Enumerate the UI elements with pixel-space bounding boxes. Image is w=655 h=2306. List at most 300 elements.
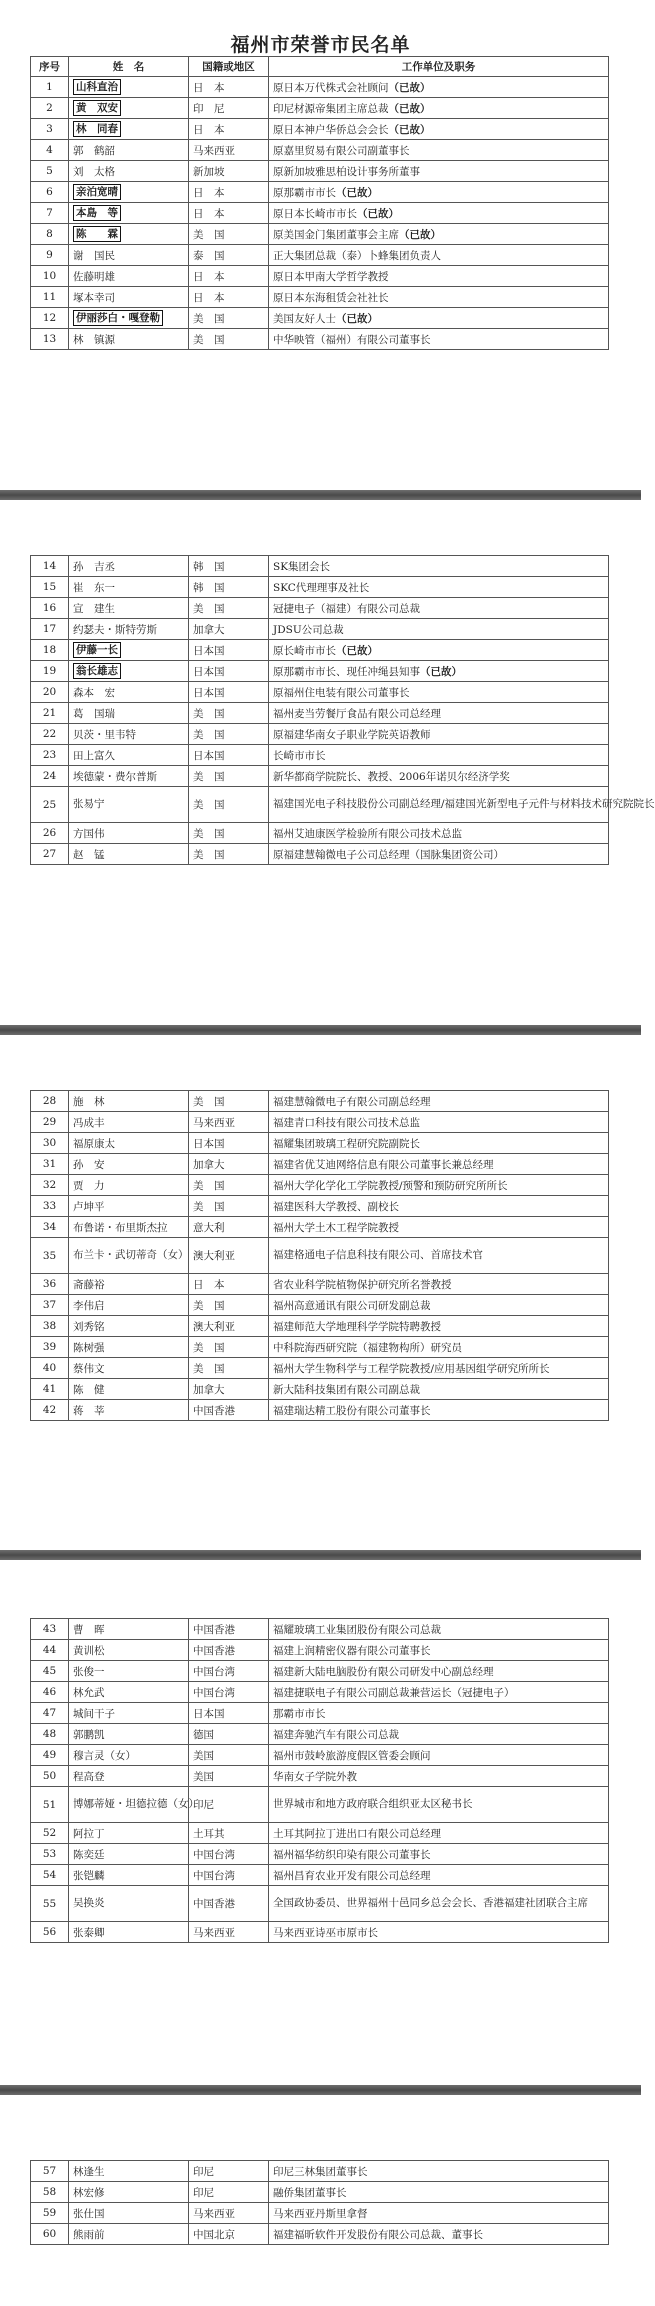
row-number: 57 [31,2161,69,2182]
name-cell [69,77,189,98]
position-cell [269,1703,609,1724]
person-name: 郭 鹤韶 [73,144,115,157]
nationality-cell: 马来西亚 [189,2203,269,2224]
position-cell [269,1091,609,1112]
person-name: 田上富久 [73,749,115,762]
row-number: 9 [31,245,69,266]
row-number: 50 [31,1766,69,1787]
nationality-cell: 日本国 [189,682,269,703]
person-name: 方国伟 [73,827,105,840]
roster-table-2 [30,555,655,865]
position-cell [269,682,609,703]
position-text: SK集团会长 [273,560,331,573]
page-2 [0,500,655,1025]
row-number: 31 [31,1154,69,1175]
position-cell [269,1238,609,1274]
person-name: 程高登 [73,1770,105,1783]
name-cell [69,308,189,329]
row-number: 25 [31,787,69,823]
table-row [31,1787,609,1823]
position-cell [269,1640,609,1661]
person-name: 伊藤一长 [73,642,121,658]
page-4 [0,1560,641,2085]
row-number: 5 [31,161,69,182]
row-number: 38 [31,1316,69,1337]
table-row [31,703,609,724]
position-cell [269,1295,609,1316]
position-cell [269,577,609,598]
table-row [31,1766,609,1787]
position-text: 原日本神户华侨总会会长 [273,123,389,136]
nationality-cell: 印尼 [189,2161,269,2182]
nationality-cell: 美 国 [189,598,269,619]
page-separator [0,2085,641,2095]
name-cell [69,682,189,703]
name-cell [69,556,189,577]
row-number: 4 [31,140,69,161]
position-cell [269,182,609,203]
page-separator [0,490,641,500]
name-cell [69,1640,189,1661]
table-row [31,308,609,329]
name-cell [69,844,189,865]
person-name: 黄 双安 [73,100,121,116]
table-row [31,1703,609,1724]
nationality-cell: 中国香港 [189,1640,269,1661]
position-cell [269,1661,609,1682]
nationality-cell: 日 本 [189,182,269,203]
name-cell [69,2161,189,2182]
nationality-cell: 日本国 [189,745,269,766]
position-cell [269,287,609,308]
table-row [31,1640,609,1661]
person-name: 冯成丰 [73,1116,105,1129]
position-text: 原新加坡雅思柏设计事务所董事 [273,165,420,178]
position-cell [269,1766,609,1787]
position-text: 那霸市市长 [273,1707,326,1720]
nationality-cell: 新加坡 [189,161,269,182]
table-row [31,182,609,203]
nationality-cell: 中国台湾 [189,1661,269,1682]
table-row [31,1886,609,1922]
position-text: 福建医科大学教授、副校长 [273,1200,399,1213]
name-cell [69,2203,189,2224]
row-number: 28 [31,1091,69,1112]
nationality-cell: 美 国 [189,1358,269,1379]
row-number: 55 [31,1886,69,1922]
table-row [31,1337,609,1358]
name-cell [69,661,189,682]
table-row [31,266,609,287]
page-3 [0,1035,641,1550]
person-name: 蔡伟文 [73,1362,105,1375]
name-cell [69,703,189,724]
nationality-cell: 印 尼 [189,98,269,119]
person-name: 亲泊宽晴 [73,184,121,200]
nationality-cell: 加拿大 [189,619,269,640]
position-text: 福建青口科技有限公司技术总监 [273,1116,420,1129]
position-text: 原那霸市市长 [273,186,336,199]
nationality-cell: 美 国 [189,844,269,865]
header-no: 序号 [31,57,69,77]
position-text: 长崎市市长 [273,749,326,762]
position-text: 福建瑞达精工股份有限公司董事长 [273,1404,431,1417]
table-row [31,1400,609,1421]
name-cell [69,766,189,787]
row-number: 26 [31,823,69,844]
name-cell [69,823,189,844]
name-cell [69,266,189,287]
page-separator [0,1025,641,1035]
name-cell [69,619,189,640]
position-text: 原福州住电装有限公司董事长 [273,686,410,699]
person-name: 伊丽莎白・嘎登勒 [73,310,163,326]
row-number: 19 [31,661,69,682]
position-text: 福建师范大学地理科学学院特聘教授 [273,1320,441,1333]
table-row [31,1316,609,1337]
position-text: 马来西亚丹斯里拿督 [273,2207,368,2220]
table-row [31,1745,609,1766]
row-number: 39 [31,1337,69,1358]
position-text: 原日本万代株式会社顾问 [273,81,389,94]
position-text: 福州大学生物科学与工程学院教授/应用基因组学研究所所长 [273,1362,550,1375]
deceased-note: （已故） [388,81,431,94]
position-cell [269,1787,609,1823]
row-number: 2 [31,98,69,119]
nationality-cell: 加拿大 [189,1154,269,1175]
person-name: 贝茨・里韦特 [73,728,136,741]
person-name: 福原康太 [73,1137,115,1150]
position-text: 原嘉里贸易有限公司副董事长 [273,144,410,157]
nationality-cell: 日 本 [189,77,269,98]
position-cell [269,1316,609,1337]
table-row [31,2182,609,2203]
position-text: 世界城市和地方政府联合组织亚太区秘书长 [273,1798,473,1810]
table-row [31,203,609,224]
table-row [31,1196,609,1217]
nationality-cell: 印尼 [189,1787,269,1823]
nationality-cell: 澳大利亚 [189,1316,269,1337]
table-row [31,1379,609,1400]
table-row [31,1154,609,1175]
table-row [31,1922,609,1943]
person-name: 布鲁诺・布里斯杰拉 [73,1221,168,1234]
person-name: 陈 霖 [73,226,121,242]
name-cell [69,1844,189,1865]
row-number: 14 [31,556,69,577]
person-name: 熊雨前 [73,2228,105,2241]
table-row [31,745,609,766]
position-text: 福州市鼓岭旅游度假区管委会顾问 [273,1749,431,1762]
position-text: 福州大学土木工程学院教授 [273,1221,399,1234]
person-name: 翁长雄志 [73,663,121,679]
nationality-cell: 美 国 [189,703,269,724]
table-row [31,619,609,640]
row-number: 51 [31,1787,69,1823]
position-text: 福州麦当劳餐厅食品有限公司总经理 [273,707,441,720]
person-name: 山科直治 [73,79,121,95]
person-name: 张铠麟 [73,1869,105,1882]
table-row [31,640,609,661]
nationality-cell: 日 本 [189,119,269,140]
nationality-cell: 澳大利亚 [189,1238,269,1274]
row-number: 22 [31,724,69,745]
position-text: 原日本东海租赁会社社长 [273,291,389,304]
position-text: 原美国金门集团董事会主席 [273,228,399,241]
person-name: 林 同春 [73,121,121,137]
name-cell [69,1823,189,1844]
person-name: 崔 东一 [73,581,115,594]
name-cell [69,1724,189,1745]
table-row [31,556,609,577]
row-number: 30 [31,1133,69,1154]
table-row [31,1724,609,1745]
person-name: 森本 宏 [73,686,115,699]
person-name: 赵 锰 [73,848,105,861]
row-number: 35 [31,1238,69,1274]
nationality-cell: 日 本 [189,266,269,287]
table-row [31,661,609,682]
nationality-cell: 美 国 [189,787,269,823]
name-cell [69,119,189,140]
position-cell [269,224,609,245]
nationality-cell: 印尼 [189,2182,269,2203]
nationality-cell: 美 国 [189,823,269,844]
position-text: 印尼三林集团董事长 [273,2165,368,2178]
row-number: 47 [31,1703,69,1724]
position-text: 冠捷电子（福建）有限公司总裁 [273,602,420,615]
person-name: 谢 国民 [73,249,115,262]
table-header-row [31,57,609,77]
nationality-cell: 日本国 [189,640,269,661]
position-cell [269,77,609,98]
person-name: 张仕国 [73,2207,105,2220]
table-row [31,787,609,823]
table-row [31,161,609,182]
nationality-cell: 美 国 [189,766,269,787]
table-row [31,1295,609,1316]
position-text: 融侨集团董事长 [273,2186,347,2199]
name-cell [69,1922,189,1943]
name-cell [69,329,189,350]
name-cell [69,640,189,661]
table-row [31,1619,609,1640]
name-cell [69,245,189,266]
row-number: 52 [31,1823,69,1844]
table-row [31,2161,609,2182]
table-row [31,119,609,140]
nationality-cell: 中国台湾 [189,1682,269,1703]
position-text: 福建捷联电子有限公司副总裁兼营运长（冠捷电子） [273,1686,515,1699]
position-text: 福建省优艾迪网络信息有限公司董事长兼总经理 [273,1158,494,1171]
position-cell [269,1886,609,1922]
page-separator [0,1550,641,1560]
person-name: 宣 建生 [73,602,115,615]
table-row [31,1238,609,1274]
position-cell [269,1922,609,1943]
table-row [31,1865,609,1886]
person-name: 林宏修 [73,2186,105,2199]
position-cell [269,556,609,577]
person-name: 塚本幸司 [73,291,115,304]
row-number: 21 [31,703,69,724]
deceased-note: （已故） [357,207,399,220]
position-text: 土耳其阿拉丁进出口有限公司总经理 [273,1827,441,1840]
name-cell [69,287,189,308]
name-cell [69,1295,189,1316]
nationality-cell: 日本国 [189,1703,269,1724]
nationality-cell: 日本国 [189,1133,269,1154]
name-cell [69,1316,189,1337]
person-name: 刘 太格 [73,165,115,178]
row-number: 53 [31,1844,69,1865]
position-text: 福州艾迪康医学检验所有限公司技术总监 [273,827,462,840]
row-number: 27 [31,844,69,865]
position-text: 福建福昕软件开发股份有限公司总裁、董事长 [273,2228,483,2241]
name-cell [69,203,189,224]
table-row [31,2224,609,2245]
person-name: 李伟启 [73,1299,105,1312]
position-cell [269,1217,609,1238]
row-number: 12 [31,308,69,329]
position-text: 新大陆科技集团有限公司副总裁 [273,1383,420,1396]
row-number: 32 [31,1175,69,1196]
position-cell [269,1196,609,1217]
position-cell [269,766,609,787]
person-name: 布兰卡・武切蒂奇（女） [73,1249,189,1261]
position-text: 福州大学化学化工学院教授/预警和预防研究所所长 [273,1179,508,1192]
name-cell [69,1238,189,1274]
row-number: 18 [31,640,69,661]
position-cell [269,1175,609,1196]
name-cell [69,1154,189,1175]
row-number: 29 [31,1112,69,1133]
position-cell [269,1154,609,1175]
deceased-note: （已故） [336,312,378,325]
position-text: 华南女子学院外教 [273,1770,357,1783]
position-cell [269,161,609,182]
roster-table-1 [30,56,609,350]
name-cell [69,1787,199,1823]
row-number: 60 [31,2224,69,2245]
position-cell [269,1358,609,1379]
position-text: 新华都商学院院长、教授、2006年诺贝尔经济学奖 [273,770,510,783]
name-cell [69,787,189,823]
person-name: 贾 力 [73,1179,105,1192]
nationality-cell: 中国香港 [189,1400,269,1421]
nationality-cell: 日 本 [189,1274,269,1295]
name-cell [69,1865,189,1886]
nationality-cell: 美 国 [189,1196,269,1217]
position-text: SKC代理理事及社长 [273,581,370,594]
table-row [31,1661,609,1682]
person-name: 蒋 莘 [73,1404,105,1417]
name-cell [69,598,189,619]
table-row [31,1358,609,1379]
position-cell [269,245,609,266]
nationality-cell: 加拿大 [189,1379,269,1400]
nationality-cell: 美 国 [189,224,269,245]
table-row [31,823,609,844]
position-cell [269,1844,609,1865]
person-name: 斋藤裕 [73,1278,105,1291]
nationality-cell: 中国香港 [189,1886,269,1922]
position-cell [269,787,655,823]
name-cell [69,1379,189,1400]
table-row [31,766,609,787]
nationality-cell: 日 本 [189,287,269,308]
person-name: 陈树强 [73,1341,105,1354]
nationality-cell: 马来西亚 [189,1922,269,1943]
row-number: 48 [31,1724,69,1745]
position-cell [269,1724,609,1745]
position-text: 福州昌育农业开发有限公司总经理 [273,1869,431,1882]
row-number: 42 [31,1400,69,1421]
position-text: 印尼材源帝集团主席总裁 [273,102,389,115]
row-number: 11 [31,287,69,308]
page-5 [0,2095,641,2306]
person-name: 佐藤明雄 [73,270,115,283]
table-row [31,577,609,598]
position-cell [269,844,609,865]
nationality-cell: 韩 国 [189,577,269,598]
nationality-cell: 中国北京 [189,2224,269,2245]
name-cell [69,1619,189,1640]
position-cell [269,619,609,640]
position-text: 省农业科学院植物保护研究所名誉教授 [273,1278,452,1291]
person-name: 约瑟夫・斯特劳斯 [73,623,157,636]
name-cell [69,1091,189,1112]
name-cell [69,1661,189,1682]
name-cell [69,1196,189,1217]
position-cell [269,1865,609,1886]
name-cell [69,1358,189,1379]
table-row [31,1274,609,1295]
position-text: 福建格通电子信息科技有限公司、首席技术官 [273,1249,483,1261]
table-row [31,1844,609,1865]
position-text: 福建国光电子科技股份公司副总经理/福建国光新型电子元件与材料技术研究院院长 [273,798,655,810]
person-name: 城间干子 [73,1707,115,1720]
table-row [31,140,609,161]
nationality-cell: 美 国 [189,329,269,350]
row-number: 8 [31,224,69,245]
nationality-cell: 日 本 [189,203,269,224]
position-cell [269,1337,609,1358]
nationality-cell: 中国台湾 [189,1865,269,1886]
position-text: 福耀玻璃工业集团股份有限公司总裁 [273,1623,441,1636]
row-number: 46 [31,1682,69,1703]
deceased-note: （已故） [336,644,378,657]
person-name: 葛 国瑞 [73,707,115,720]
document-title: 福州市荣誉市民名单 [230,34,411,56]
table-row [31,1112,609,1133]
person-name: 孙 吉丞 [73,560,115,573]
name-cell [69,1766,189,1787]
person-name: 埃德蒙・费尔普斯 [73,770,157,783]
person-name: 张易宁 [73,798,105,810]
row-number: 45 [31,1661,69,1682]
name-cell [69,1175,189,1196]
position-cell [269,724,609,745]
position-text: 全国政协委员、世界福州十邑同乡总会会长、香港福建社团联合主席 [273,1897,588,1909]
name-cell [69,1274,189,1295]
position-text: 美国友好人士 [273,312,336,325]
nationality-cell: 美 国 [189,1175,269,1196]
name-cell [69,1745,189,1766]
position-text: 中华映管（福州）有限公司董事长 [273,333,431,346]
table-row [31,724,609,745]
position-text: 福建新大陆电脑股份有限公司研发中心副总经理 [273,1665,494,1678]
